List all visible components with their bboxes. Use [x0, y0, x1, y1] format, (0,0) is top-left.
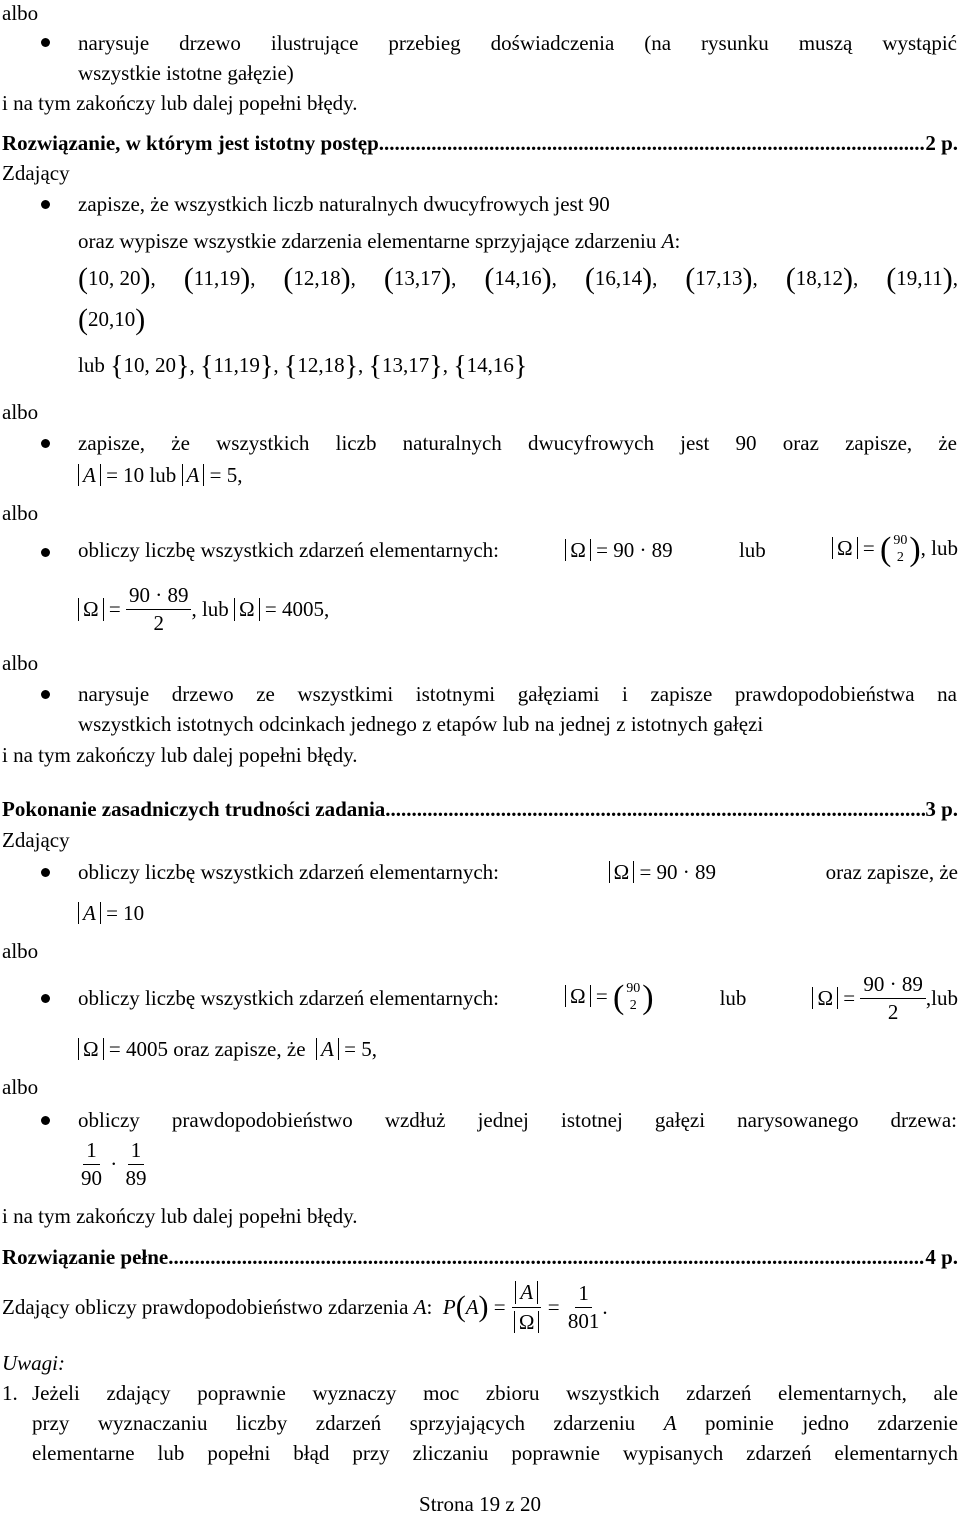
zdajacy-label: Zdający	[2, 161, 70, 185]
cardinality-formula: Ω = 4005 oraz zapisze, że A = 5,	[78, 1038, 377, 1060]
ordered-pair: (13,17),	[383, 262, 457, 295]
section-points: 4 p.	[925, 1245, 958, 1269]
note-text: przy wyznaczaniu liczby zdarzeń sprzyjających zdarzeniu A pominie jedno zdarzenie	[32, 1411, 958, 1435]
criterion-text: zapisze, że wszystkich liczb naturalnych dwucyfrowych jest 90	[78, 192, 610, 216]
closing-text: i na tym zakończy lub dalej popełni błędy.	[2, 743, 358, 767]
section-points: 2 p.	[925, 131, 958, 155]
bullet-icon	[41, 548, 50, 557]
albo-label: albo	[2, 1075, 39, 1099]
unordered-set: {10, 20}	[110, 351, 190, 382]
bullet-icon	[41, 439, 50, 448]
criterion-text: obliczy prawdopodobieństwo wzdłuż jednej istotnej gałęzi narysowanego drzewa:	[78, 1108, 957, 1132]
bullet-icon	[41, 1116, 50, 1125]
section-header-3p	[2, 799, 958, 820]
note-text: Jeżeli zdający poprawnie wyznaczy moc zbioru wszystkich zdarzeń elementarnych, ale	[32, 1381, 958, 1405]
omega-options-line: obliczy liczbę wszystkich zdarzeń elementarnych: Ω = ( 90 2 ) lub Ω = $\frac{90 \cdot 89}{2}$ , lub	[78, 971, 958, 1024]
section-header-4p	[2, 1247, 958, 1268]
bullet-icon	[41, 38, 50, 47]
closing-text: i na tym zakończy lub dalej popełni błędy.	[2, 91, 358, 115]
note-text: elementarne lub popełni błąd przy zliczaniu poprawnie wypisanych zdarzeń elementarnych	[32, 1441, 958, 1465]
unordered-set: {13,17}	[368, 351, 443, 382]
section-header-2p	[2, 133, 958, 154]
page-footer: Strona 19 z 20	[419, 1492, 541, 1516]
criterion-text: wszystkich istotnych odcinkach jednego z etapów lub na jednej z istotnych gałęzi	[78, 712, 764, 736]
ordered-pair: (20,10)	[78, 303, 146, 336]
ordered-pair: (14,16),	[484, 262, 557, 295]
probability-product: $\frac{1}{90}$ · $\frac{1}{89}$	[81, 1138, 147, 1190]
criterion-text: narysuje drzewo ilustrujące przebieg doświadczenia (na rysunku muszą wystąpić	[78, 31, 957, 55]
closing-text: i na tym zakończy lub dalej popełni błędy.	[2, 1204, 358, 1228]
lub-label: lub	[78, 353, 111, 377]
albo-label: albo	[2, 651, 39, 675]
ordered-pairs-row	[78, 305, 145, 335]
cardinality-formula: A = 10 lub A = 5,	[78, 464, 242, 486]
section-title: Pokonanie zasadniczych trudności zadania	[2, 797, 386, 821]
criterion-line: obliczy liczbę wszystkich zdarzeń elementarnych: Ω = 90 · 89 oraz zapisze, że	[78, 859, 958, 884]
zdajacy-label: Zdający	[2, 828, 70, 852]
albo-label: albo	[2, 501, 39, 525]
albo-label: albo	[2, 1, 39, 25]
criterion-text: wszystkie istotne gałęzie)	[78, 61, 294, 85]
ordered-pair: (10, 20),	[78, 262, 156, 295]
omega-options-line: obliczy liczbę wszystkich zdarzeń elementarnych: Ω = 90 · 89 lub Ω = ( 90 2 ) , lub	[78, 531, 958, 568]
bullet-icon	[41, 994, 50, 1003]
bullet-icon	[41, 200, 50, 209]
section-points: 3 p.	[925, 797, 958, 821]
unordered-set: {12,18}	[283, 351, 359, 382]
bullet-icon	[41, 690, 50, 699]
unordered-sets-row: lub {10, 20}, {11,19}, {12,18}, {13,17}, {14,16}	[78, 351, 528, 382]
albo-label: albo	[2, 400, 39, 424]
section-title: Rozwiązanie pełne	[2, 1245, 169, 1269]
criterion-text: narysuje drzewo ze wszystkimi istotnymi gałęziami i zapisze prawdopodobieństwa na	[78, 682, 957, 706]
cardinality-formula: A = 10	[78, 902, 144, 924]
notes-heading: Uwagi:	[2, 1351, 65, 1375]
unordered-set: {11,19}	[200, 351, 274, 382]
omega-fraction-line: Ω = $\frac{90 \cdot 89}{2}$ , lub Ω = 4005 ,	[78, 585, 329, 634]
bullet-icon	[41, 868, 50, 877]
criterion-text: oraz wypisze wszystkie zdarzenia elementarne sprzyjające zdarzeniu A:	[78, 229, 681, 253]
ordered-pair: (16,14),	[584, 262, 658, 295]
ordered-pair: (12,18),	[283, 262, 356, 295]
ordered-pair: (17,13),	[685, 262, 758, 295]
unordered-set: {14,16}	[453, 351, 528, 382]
criterion-text: zapisze, że wszystkich liczb naturalnych dwucyfrowych jest 90 oraz zapisze, że	[78, 431, 957, 455]
ordered-pair: (11,19),	[183, 262, 256, 295]
albo-label: albo	[2, 939, 39, 963]
ordered-pairs-row	[78, 264, 958, 294]
final-result-line: Zdający obliczy prawdopodobieństwo zdarzenia A : P ( A ) = $\frac{A}{\Omega}$ = $\frac{1}{801}$ .	[2, 1280, 608, 1334]
ordered-pair: (18,12),	[785, 262, 859, 295]
section-title: Rozwiązanie, w którym jest istotny postęp	[2, 131, 379, 155]
ordered-pair: (19,11),	[886, 262, 958, 295]
note-number: 1.	[2, 1381, 18, 1405]
